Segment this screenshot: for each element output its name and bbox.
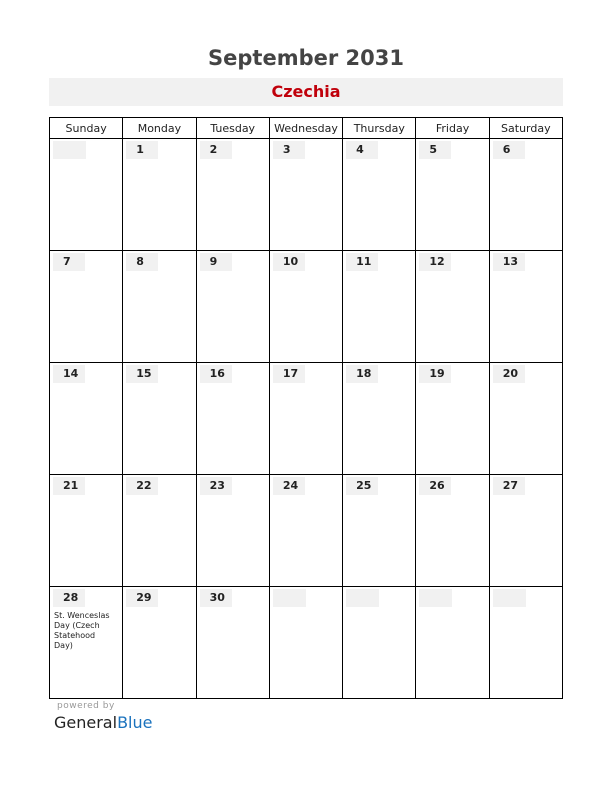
week-row xyxy=(50,587,563,699)
day-cell xyxy=(196,587,269,699)
week-row xyxy=(50,363,563,475)
day-cell xyxy=(343,139,416,251)
day-cell xyxy=(269,139,342,251)
day-cell xyxy=(123,475,196,587)
day-number xyxy=(53,141,86,159)
day-number: 21 xyxy=(53,477,85,495)
day-number: 29 xyxy=(126,589,158,607)
weekday-header-row xyxy=(50,118,563,139)
day-cell xyxy=(416,475,489,587)
day-number xyxy=(346,589,379,607)
day-cell xyxy=(343,475,416,587)
day-number: 28 xyxy=(53,589,85,607)
day-cell xyxy=(269,251,342,363)
day-number: 24 xyxy=(273,477,305,495)
day-number: 5 xyxy=(419,141,451,159)
powered-by-label: powered by xyxy=(57,701,115,711)
day-cell xyxy=(343,251,416,363)
day-number: 2 xyxy=(200,141,232,159)
day-number: 10 xyxy=(273,253,305,271)
day-number: 18 xyxy=(346,365,378,383)
day-number: 20 xyxy=(493,365,525,383)
day-cell xyxy=(489,139,562,251)
weekday-header: Sunday xyxy=(50,118,123,139)
brand-blue: Blue xyxy=(117,713,153,732)
day-number xyxy=(419,589,452,607)
day-number: 3 xyxy=(273,141,305,159)
day-number: 19 xyxy=(419,365,451,383)
day-number xyxy=(493,589,526,607)
day-number: 12 xyxy=(419,253,451,271)
week-row xyxy=(50,475,563,587)
day-number: 1 xyxy=(126,141,158,159)
weekday-header: Wednesday xyxy=(269,118,342,139)
day-number: 9 xyxy=(200,253,232,271)
day-number: 22 xyxy=(126,477,158,495)
day-cell xyxy=(50,475,123,587)
day-cell xyxy=(123,251,196,363)
country-banner xyxy=(49,78,563,106)
day-cell xyxy=(489,587,562,699)
day-cell xyxy=(416,251,489,363)
day-cell xyxy=(416,587,489,699)
day-number: 8 xyxy=(126,253,158,271)
day-number: 6 xyxy=(493,141,525,159)
day-number: 30 xyxy=(200,589,232,607)
week-row xyxy=(50,139,563,251)
week-row xyxy=(50,251,563,363)
day-number: 15 xyxy=(126,365,158,383)
day-number: 16 xyxy=(200,365,232,383)
day-cell xyxy=(50,251,123,363)
page-title: September 2031 xyxy=(208,46,404,70)
day-number: 7 xyxy=(53,253,85,271)
day-cell xyxy=(343,587,416,699)
day-cell xyxy=(123,363,196,475)
day-number: 26 xyxy=(419,477,451,495)
weekday-header: Tuesday xyxy=(196,118,269,139)
brand-logo[interactable] xyxy=(54,713,152,732)
day-cell xyxy=(123,587,196,699)
brand-general: General xyxy=(54,713,118,732)
day-cell xyxy=(269,475,342,587)
day-cell xyxy=(196,139,269,251)
day-cell xyxy=(489,475,562,587)
holiday-label: St. Wenceslas Day (Czech Statehood Day) xyxy=(54,611,110,650)
day-cell xyxy=(416,139,489,251)
day-cell xyxy=(343,363,416,475)
day-cell xyxy=(269,587,342,699)
day-cell xyxy=(196,363,269,475)
day-number: 11 xyxy=(346,253,378,271)
day-cell xyxy=(50,363,123,475)
day-cell xyxy=(416,363,489,475)
day-number: 4 xyxy=(346,141,378,159)
day-cell xyxy=(196,475,269,587)
weekday-header: Saturday xyxy=(489,118,562,139)
day-cell xyxy=(196,251,269,363)
day-cell xyxy=(489,363,562,475)
country-name: Czechia xyxy=(271,82,341,101)
weekday-header: Friday xyxy=(416,118,489,139)
day-cell xyxy=(123,139,196,251)
day-number: 27 xyxy=(493,477,525,495)
day-number: 23 xyxy=(200,477,232,495)
weekday-header: Monday xyxy=(123,118,196,139)
day-number: 13 xyxy=(493,253,525,271)
calendar-grid xyxy=(49,117,563,699)
weekday-header: Thursday xyxy=(343,118,416,139)
day-cell xyxy=(489,251,562,363)
day-number: 14 xyxy=(53,365,85,383)
day-cell xyxy=(269,363,342,475)
day-number: 25 xyxy=(346,477,378,495)
day-cell xyxy=(50,139,123,251)
day-number: 17 xyxy=(273,365,305,383)
day-number xyxy=(273,589,306,607)
day-cell xyxy=(50,587,123,699)
